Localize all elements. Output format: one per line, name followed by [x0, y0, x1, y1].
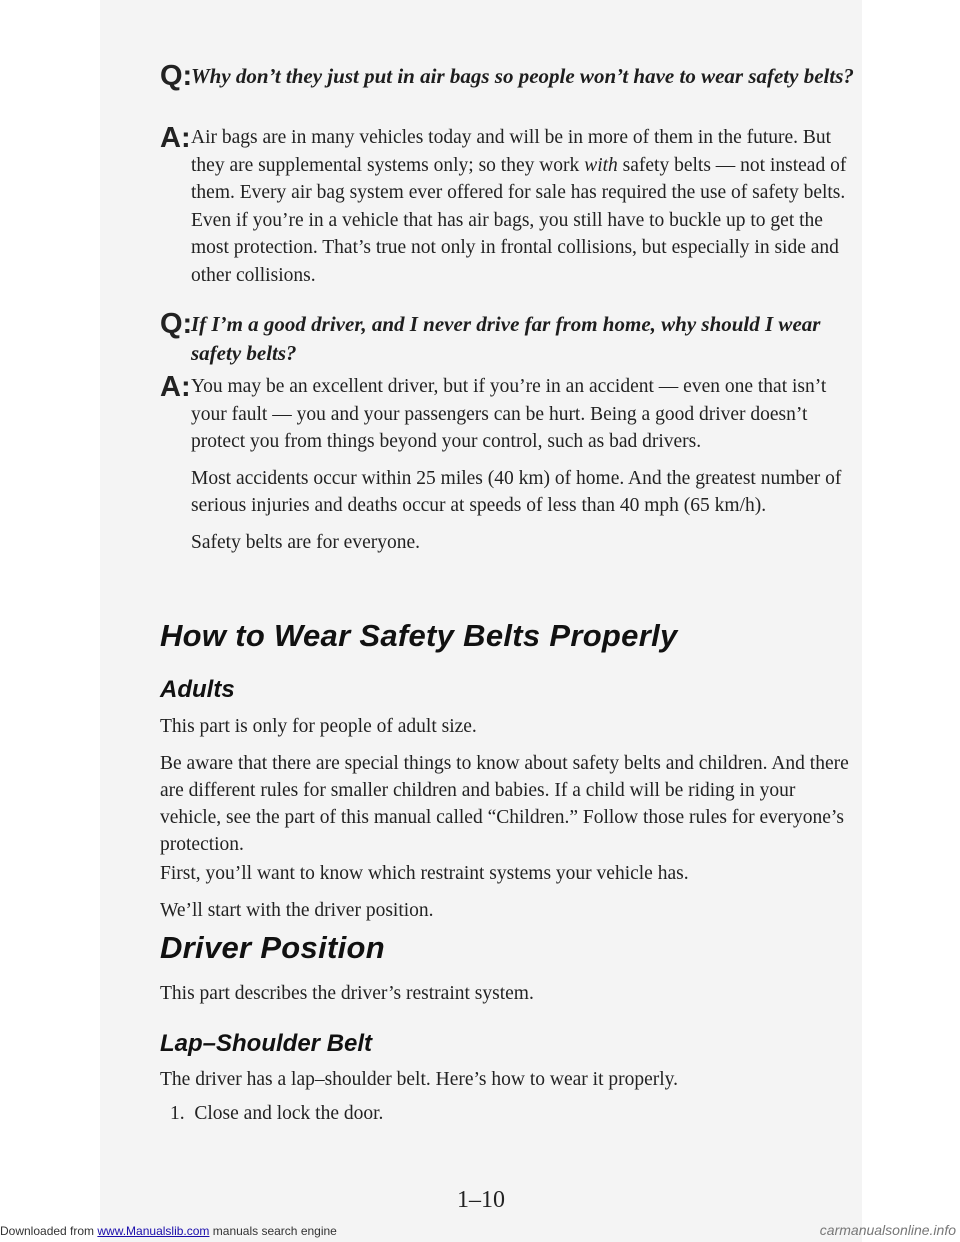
manual-page — [100, 0, 862, 1242]
answer-block-2 — [160, 373, 860, 565]
adults-paragraph: This part is only for people of adult size. — [160, 716, 477, 737]
section-title: How to Wear Safety Belts Properly — [160, 618, 678, 653]
answer-paragraph: Most accidents occur within 25 miles (40 km) of home. And the greatest number of serious injuries and deaths occur at speeds of less than 40 mph (65 km/h). — [191, 467, 842, 516]
answer-text: Air bags are in many vehicles today and will be in more of them in the future. But they are supplemental systems only; so they work with safety belts — not instead of them. Every air bag system ever offered for sale has required the use of safety belts. Even if you’re in a vehicle that has air bags, you still have to buckle up to get the most protection. That’s true not only in frontal collisions, but especially in side and other collisions. — [191, 127, 847, 286]
adults-paragraph: We’ll start with the driver position. — [160, 900, 434, 921]
answer-marker: A: — [160, 371, 191, 403]
answer-paragraph: You may be an excellent driver, but if you’re in an accident — even one that isn’t your fault — you and your passengers can be hurt. Being a good driver doesn’t protect you from things beyond your control, such as bad drivers. — [191, 376, 827, 452]
question-text: Why don’t they just put in air bags so people won’t have to wear safety belts? — [191, 64, 854, 88]
answer-marker: A: — [160, 122, 191, 154]
lap-shoulder-heading: Lap–Shoulder Belt — [160, 1030, 373, 1057]
step-item: 1. Close and lock the door. — [170, 1103, 384, 1124]
question-marker: Q: — [160, 308, 193, 340]
driver-position-heading: Driver Position — [160, 930, 385, 965]
manualslib-link[interactable]: www.Manualslib.com — [97, 1224, 210, 1238]
watermark: carmanualsonline.info — [819, 1222, 956, 1238]
lap-shoulder-paragraph: The driver has a lap–shoulder belt. Here’s how to wear it properly. — [160, 1069, 679, 1090]
answer-block-1 — [160, 124, 860, 289]
page-number: 1–10 — [457, 1187, 505, 1213]
adults-paragraph: Be aware that there are special things to know about safety belts and children. And there are different rules for smaller children and babies. If a child will be riding in your vehicle, see the part of this manual called “Children.” Follow those rules for everyone’s protection. — [160, 753, 849, 855]
question-text: If I’m a good driver, and I never drive far from home, why should I wear safety belts? — [191, 312, 821, 365]
qa-block-1 — [160, 62, 860, 91]
adults-heading: Adults — [160, 676, 235, 703]
answer-text — [191, 373, 860, 556]
question-marker: Q: — [160, 60, 193, 92]
adults-paragraph: First, you’ll want to know which restraint systems your vehicle has. — [160, 863, 689, 884]
qa-block-2 — [160, 310, 860, 368]
answer-paragraph: Safety belts are for everyone. — [191, 531, 421, 553]
download-footer: Downloaded from www.Manualslib.com manuals search engine — [0, 1224, 337, 1238]
driver-position-paragraph: This part describes the driver’s restraint system. — [160, 983, 534, 1004]
